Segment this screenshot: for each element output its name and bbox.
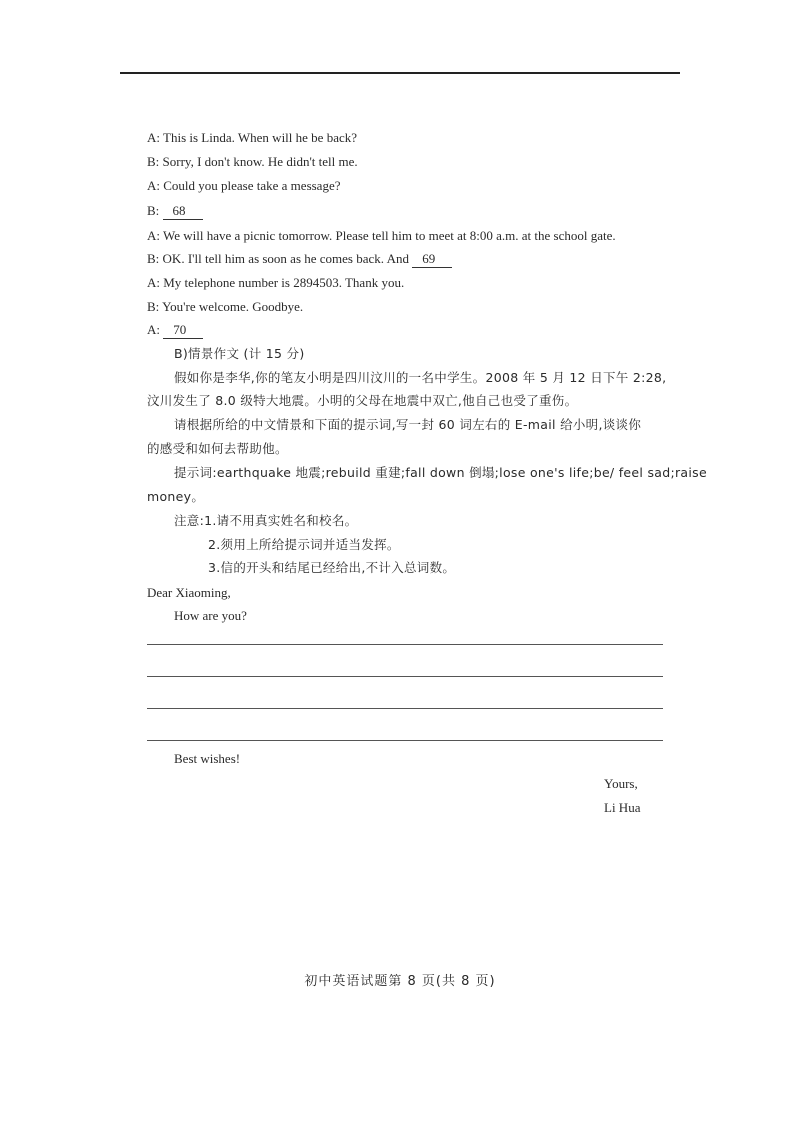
answer-blank-68[interactable]: 68 (163, 203, 203, 220)
prompt-line-1: 假如你是李华,你的笔友小明是四川汶川的一名中学生。2008 年 5 月 12 日下午 2:28, (174, 370, 667, 385)
dialogue-text: Could you please take a message? (163, 178, 341, 193)
speaker: A: (147, 178, 160, 193)
dialogue-text: We will have a picnic tomorrow. Please tell him to meet at 8:00 a.m. at the school gate. (163, 228, 616, 243)
answer-blank-70[interactable]: 70 (163, 322, 203, 339)
prompt-line-3: 请根据所给的中文情景和下面的提示词,写一封 60 词左右的 E-mail 给小明,谈谈你 (174, 417, 642, 432)
header-rule (120, 72, 680, 74)
letter-signature: Li Hua (604, 800, 641, 815)
writing-line[interactable] (147, 740, 663, 741)
speaker: A: (147, 275, 160, 290)
prompt-line-2: 汶川发生了 8.0 级特大地震。小明的父母在地震中双亡,他自己也受了重伤。 (147, 393, 578, 408)
note-2: 2.须用上所给提示词并适当发挥。 (208, 537, 400, 552)
dialogue-text: Sorry, I don't know. He didn't tell me. (162, 154, 358, 169)
speaker: B: (147, 203, 160, 218)
speaker: B: (147, 251, 160, 266)
writing-line[interactable] (147, 676, 663, 677)
dialogue-text: OK. I'll tell him as soon as he comes back. And (162, 251, 409, 266)
speaker: A: (147, 228, 160, 243)
answer-blank-69[interactable]: 69 (412, 251, 452, 268)
dialogue-line-8 (147, 299, 303, 315)
dialogue-text: You're welcome. Goodbye. (162, 299, 304, 314)
note-1: 注意:1.请不用真实姓名和校名。 (174, 513, 358, 528)
letter-signoff: Yours, (604, 776, 638, 791)
dialogue-line-9 (147, 322, 203, 339)
speaker: A: (147, 322, 160, 337)
section-title: B)情景作文 (计 15 分) (174, 346, 305, 361)
page-footer: 初中英语试题第 8 页(共 8 页) (304, 974, 496, 989)
speaker: B: (147, 299, 160, 314)
letter-opening: How are you? (174, 608, 247, 623)
writing-line[interactable] (147, 708, 663, 709)
dialogue-text: This is Linda. When will he be back? (163, 130, 357, 145)
dialogue-line-5 (147, 228, 616, 244)
writing-line[interactable] (147, 644, 663, 645)
dialogue-line-3 (147, 178, 341, 194)
dialogue-text: My telephone number is 2894503. Thank you. (163, 275, 405, 290)
dialogue-line-2 (147, 154, 358, 170)
hint-words-line-1: 提示词:earthquake 地震;rebuild 重建;fall down 倒塌;lose one's life;be/ feel sad;raise (174, 465, 707, 480)
dialogue-line-4 (147, 203, 203, 220)
letter-closing: Best wishes! (174, 751, 241, 766)
dialogue-line-7 (147, 275, 404, 291)
note-3: 3.信的开头和结尾已经给出,不计入总词数。 (208, 560, 456, 575)
prompt-line-4: 的感受和如何去帮助他。 (147, 441, 288, 456)
letter-salutation: Dear Xiaoming, (147, 585, 231, 600)
hint-words-line-2: money。 (147, 489, 205, 504)
speaker: A: (147, 130, 160, 145)
speaker: B: (147, 154, 160, 169)
dialogue-line-6 (147, 251, 452, 268)
dialogue-line-1 (147, 130, 357, 146)
